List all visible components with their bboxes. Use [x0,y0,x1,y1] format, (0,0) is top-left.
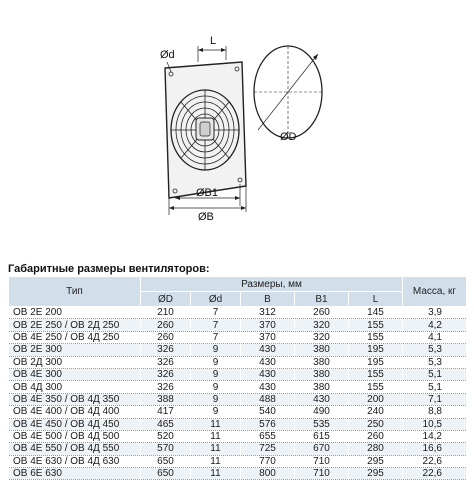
subheader-d: Ød [191,292,241,307]
cell-b: 370 [241,331,295,343]
table-row [9,344,467,356]
cell-mass: 22,6 [403,468,467,480]
cell-d: 465 [141,418,191,430]
subheader-D: ØD [141,292,191,307]
cell-b1: 380 [295,344,349,356]
cell-type: ОВ 2Д 300 [9,356,141,368]
cell-d: 417 [141,406,191,418]
cell-d: 260 [141,319,191,331]
cell-d: 9 [191,406,241,418]
cell-l: 260 [349,430,403,442]
cell-b: 312 [241,307,295,319]
cell-b: 430 [241,381,295,393]
cell-l: 145 [349,307,403,319]
subheader-B: B [241,292,295,307]
subheader-B1: B1 [295,292,349,307]
cell-d: 650 [141,468,191,480]
cell-l: 155 [349,319,403,331]
cell-b1: 615 [295,430,349,442]
table-row [9,356,467,368]
cell-l: 195 [349,356,403,368]
cell-d: 326 [141,381,191,393]
cell-mass: 14,2 [403,430,467,442]
cell-b1: 380 [295,381,349,393]
arrow-l-left [198,48,203,52]
cell-d: 11 [191,430,241,442]
cell-mass: 10,5 [403,418,467,430]
cell-b: 430 [241,356,295,368]
cell-d: 326 [141,368,191,380]
cell-d: 7 [191,307,241,319]
motor-hub [196,118,214,140]
table-row [9,455,467,467]
cell-d: 210 [141,307,191,319]
cell-type: ОВ 4Е 630 / ОВ 4Д 630 [9,455,141,467]
cell-l: 195 [349,344,403,356]
table-row [9,468,467,480]
cell-type: ОВ 2Е 250 / ОВ 2Д 250 [9,319,141,331]
cell-type: ОВ 4Е 450 / ОВ 4Д 450 [9,418,141,430]
table-row [9,406,467,418]
cell-d: 7 [191,331,241,343]
cell-b: 430 [241,344,295,356]
cell-mass: 5,3 [403,344,467,356]
arrow-l-right [221,48,226,52]
arrow-b-right [241,206,246,210]
cell-b1: 260 [295,307,349,319]
cell-b1: 490 [295,406,349,418]
cell-type: ОВ 4Е 250 / ОВ 4Д 250 [9,331,141,343]
cell-l: 155 [349,331,403,343]
table-row [9,430,467,442]
cell-d: 388 [141,393,191,405]
cell-b: 370 [241,319,295,331]
table-caption: Габаритные размеры вентиляторов: [8,263,210,275]
cell-l: 250 [349,418,403,430]
table-row [9,393,467,405]
label-b: ØB [198,211,214,223]
subheader-L: L [349,292,403,307]
cell-type: ОВ 4Д 300 [9,381,141,393]
cell-mass: 16,6 [403,443,467,455]
cell-b1: 380 [295,368,349,380]
cell-b: 770 [241,455,295,467]
cell-type: ОВ 6Е 630 [9,468,141,480]
dimensions-table-body [9,307,467,480]
fan-dimension-drawing [0,0,474,245]
cell-d: 9 [191,344,241,356]
cell-d: 570 [141,443,191,455]
label-l: L [210,35,217,47]
cell-mass: 5,1 [403,368,467,380]
arrow-b1-right [235,196,240,200]
cell-b: 800 [241,468,295,480]
cell-d: 11 [191,468,241,480]
cell-d: 9 [191,356,241,368]
table-row [9,319,467,331]
cell-d: 326 [141,356,191,368]
cell-type: ОВ 2Е 200 [9,307,141,319]
cell-d: 9 [191,381,241,393]
cell-d: 11 [191,418,241,430]
table-row [9,331,467,343]
cell-b1: 670 [295,443,349,455]
cell-mass: 22,6 [403,455,467,467]
cell-b1: 535 [295,418,349,430]
table-row [9,418,467,430]
cell-mass: 4,2 [403,319,467,331]
cell-type: ОВ 4Е 400 / ОВ 4Д 400 [9,406,141,418]
cell-d: 9 [191,393,241,405]
cell-d: 520 [141,430,191,442]
cell-type: ОВ 4Е 300 [9,368,141,380]
table-row [9,443,467,455]
cell-l: 240 [349,406,403,418]
cell-b1: 710 [295,468,349,480]
cell-d: 9 [191,368,241,380]
label-d: Ød [160,49,175,61]
label-b1: ØB1 [196,187,219,199]
cell-type: ОВ 2Е 300 [9,344,141,356]
cell-l: 155 [349,368,403,380]
header-mass: Масса, кг [403,277,467,307]
header-type: Тип [9,277,141,307]
cell-b1: 710 [295,455,349,467]
dimensions-table [8,276,467,480]
cell-b1: 320 [295,331,349,343]
cell-type: ОВ 4Е 350 / ОВ 4Д 350 [9,393,141,405]
cell-b1: 320 [295,319,349,331]
cell-d: 11 [191,455,241,467]
cell-d: 11 [191,443,241,455]
cell-l: 295 [349,468,403,480]
arrow-b-left [169,206,174,210]
table-row [9,368,467,380]
cell-mass: 4,1 [403,331,467,343]
label-dd: ØD [280,131,297,143]
cell-b1: 380 [295,356,349,368]
cell-d: 326 [141,344,191,356]
cell-l: 155 [349,381,403,393]
table-row [9,307,467,319]
cell-type: ОВ 4Е 500 / ОВ 4Д 500 [9,430,141,442]
cell-mass: 3,9 [403,307,467,319]
cell-d: 7 [191,319,241,331]
cell-mass: 8,8 [403,406,467,418]
cell-l: 295 [349,455,403,467]
cell-b1: 430 [295,393,349,405]
cell-b: 430 [241,368,295,380]
cell-mass: 5,1 [403,381,467,393]
cell-b: 540 [241,406,295,418]
cell-mass: 7,1 [403,393,467,405]
table-row [9,381,467,393]
fan-drawing-svg [0,0,474,245]
cell-type: ОВ 4Е 550 / ОВ 4Д 550 [9,443,141,455]
cell-d: 260 [141,331,191,343]
cell-b: 725 [241,443,295,455]
header-sizes: Размеры, мм [141,277,403,292]
cell-b: 655 [241,430,295,442]
cell-l: 200 [349,393,403,405]
cell-mass: 5,3 [403,356,467,368]
cell-b: 576 [241,418,295,430]
cell-l: 280 [349,443,403,455]
cell-b: 488 [241,393,295,405]
cell-d: 650 [141,455,191,467]
